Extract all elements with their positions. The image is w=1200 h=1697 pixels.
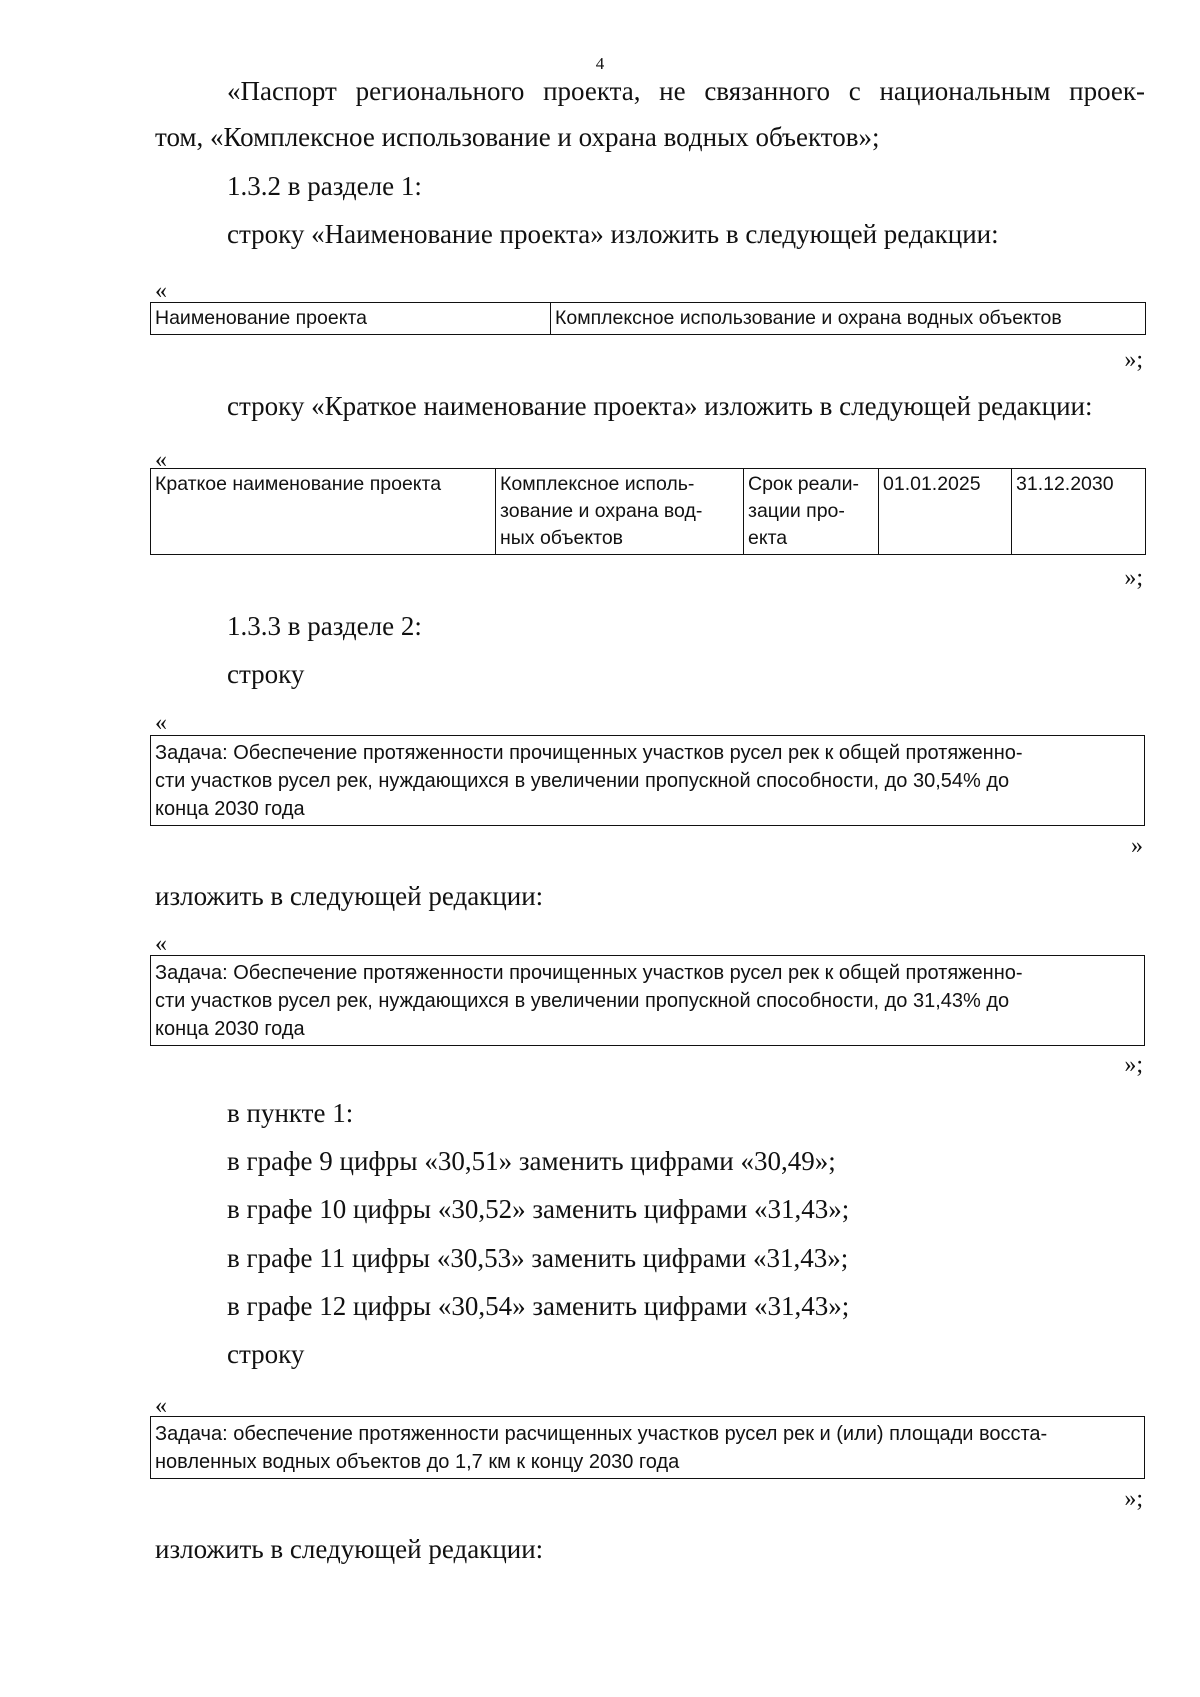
short-name-label: Краткое наименование проекта (151, 469, 496, 555)
section-1-3-2-heading: 1.3.2 в разделе 1: (227, 171, 422, 201)
task-line: сти участков русел рек, нуждающихся в увеличении пропускной способности, до 31,43% до (155, 990, 1010, 1012)
box2-open-quote: « (155, 931, 167, 957)
table2-close-quote: »; (1124, 565, 1143, 591)
change-line-column-11: в графе 11 цифры «30,53» заменить цифрами «31,43»; (227, 1243, 849, 1273)
table-row (151, 303, 1146, 335)
change-line-column-9: в графе 9 цифры «30,51» заменить цифрами «30,49»; (227, 1146, 836, 1176)
task-box-old (150, 735, 1145, 826)
task-box-cleared (150, 1416, 1145, 1479)
short-name-value-line: зование и охрана вод- (500, 500, 703, 522)
short-name-value-line: ных объектов (500, 527, 624, 549)
section-1-3-3-heading: 1.3.3 в разделе 2: (227, 611, 422, 641)
replace-instruction-2: изложить в следующей редакции: (155, 1534, 544, 1564)
short-name-value-line: Комплексное исполь- (500, 473, 695, 495)
task-line: Задача: Обеспечение протяженности прочищенных участков русел рек к общей протяженно- (155, 962, 1023, 984)
task-line: Задача: Обеспечение протяженности прочищенных участков русел рек к общей протяженно- (155, 742, 1023, 764)
change-line-column-10: в графе 10 цифры «30,52» заменить цифрами «31,43»; (227, 1194, 850, 1224)
intro-line-1: «Паспорт регионального проекта, не связанного с национальным проек- (227, 76, 1145, 106)
task-line: сти участков русел рек, нуждающихся в увеличении пропускной способности, до 30,54% до (155, 770, 1010, 792)
box2-close-quote: »; (1124, 1052, 1143, 1078)
box1-close-quote: » (1131, 833, 1143, 859)
table1-open-quote: « (155, 278, 167, 304)
point-1-heading: в пункте 1: (227, 1098, 354, 1128)
task-box-new (150, 955, 1145, 1046)
instruction-project-name: строку «Наименование проекта» изложить в следующей редакции: (227, 219, 999, 249)
change-line-column-12: в графе 12 цифры «30,54» заменить цифрами «31,43»; (227, 1291, 850, 1321)
term-label-line: екта (748, 527, 788, 549)
short-name-value (496, 469, 744, 555)
page-number: 4 (595, 54, 605, 73)
table-row (151, 469, 1146, 555)
task-line: конца 2030 года (155, 1018, 305, 1040)
task-line: Задача: обеспечение протяженности расчищенных участков русел рек и (или) площади восста- (155, 1423, 1048, 1445)
task-line: конца 2030 года (155, 798, 305, 820)
start-date: 01.01.2025 (879, 469, 1012, 555)
table2-open-quote: « (155, 447, 167, 473)
box3-open-quote: « (155, 1393, 167, 1419)
project-name-value: Комплексное использование и охрана водных объектов (551, 303, 1146, 335)
box1-open-quote: « (155, 710, 167, 736)
replace-instruction-1: изложить в следующей редакции: (155, 881, 544, 911)
term-label-line: зации про- (748, 500, 845, 522)
table1-close-quote: »; (1124, 347, 1143, 373)
row-word-1: строку (227, 659, 305, 689)
short-name-table (150, 468, 1146, 555)
project-name-label: Наименование проекта (151, 303, 551, 335)
intro-line-2: том, «Комплексное использование и охрана водных объектов»; (155, 122, 880, 152)
project-name-table (150, 302, 1146, 335)
end-date: 31.12.2030 (1012, 469, 1146, 555)
box3-close-quote: »; (1124, 1486, 1143, 1512)
instruction-short-name: строку «Краткое наименование проекта» изложить в следующей редакции: (227, 391, 1093, 421)
term-label-line: Срок реали- (748, 473, 860, 495)
term-label (744, 469, 879, 555)
task-line: новленных водных объектов до 1,7 км к концу 2030 года (155, 1451, 680, 1473)
row-word-2: строку (227, 1339, 305, 1369)
